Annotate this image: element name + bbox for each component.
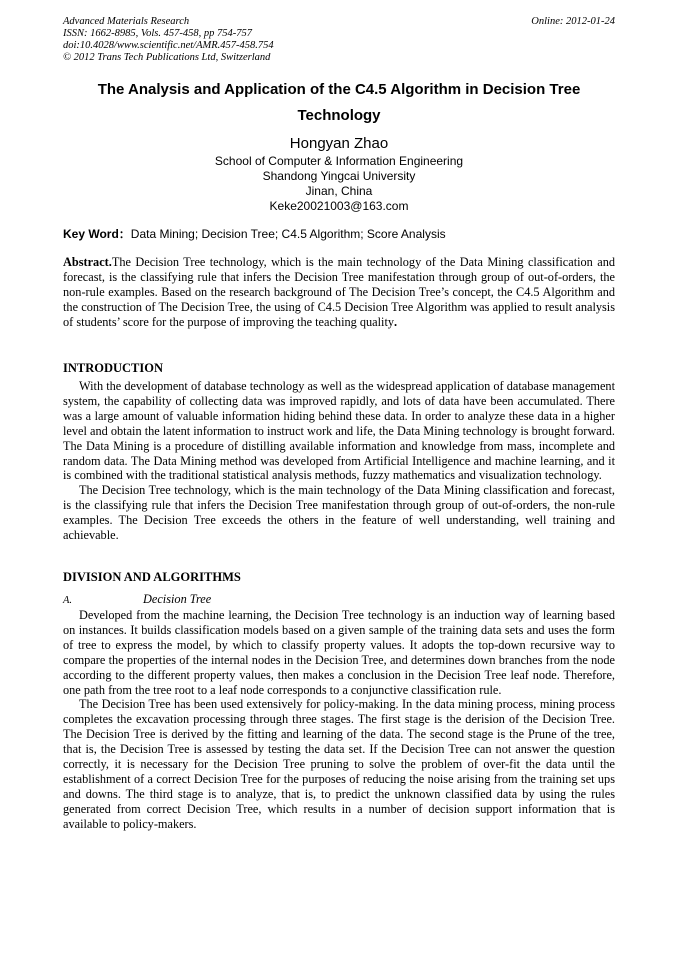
keywords: [63, 227, 615, 242]
abstract-end: .: [394, 314, 398, 329]
introduction-body: [63, 379, 615, 543]
keywords-text: Data Mining; Decision Tree; C4.5 Algorithm; Score Analysis: [130, 227, 446, 241]
division-paragraph: Developed from the machine learning, the Decision Tree technology is an induction way of learning based on instances. It builds classification models based on a given sample of the training data sets and uses the form of tree to express the model, by which to classify property values. It adopts the top-down recursive way to compare the properties of the internal nodes in the Decision Tree, and determines down branches from the node according to the different property values, then makes a conclusion in the Decision Tree leaf node. Therefore, one path from the tree root to a leaf node corresponds to a conjunctive classification rule.: [63, 608, 615, 697]
abstract: [63, 255, 615, 330]
doi-line: doi:10.4028/www.scientific.net/AMR.457-458.754: [63, 40, 274, 51]
subsection-heading: [63, 592, 211, 608]
introduction-heading: INTRODUCTION: [63, 361, 164, 375]
author-email: Keke20021003@163.com: [269, 199, 409, 213]
author-affiliation-school: School of Computer & Information Engineering: [214, 154, 464, 168]
paper-title: The Analysis and Application of the C4.5 Algorithm in Decision Tree Technology: [97, 81, 581, 124]
subsection-title: Decision Tree: [143, 592, 212, 606]
division-heading: DIVISION AND ALGORITHMS: [63, 570, 241, 584]
author-name: Hongyan Zhao: [289, 135, 389, 152]
subsection-number: A.: [63, 595, 73, 606]
author-location: Jinan, China: [305, 184, 373, 198]
introduction-paragraph: The Decision Tree technology, which is the main technology of the Data Mining classification and forecast, is the classifying rule that infers the Decision Tree manifestation through group of out-of-orders, the non-rule examples. The Decision Tree exceeds the others in the feature of well understanding, well training and achievable.: [63, 483, 615, 543]
author-block: [63, 134, 615, 214]
journal-meta: [63, 16, 615, 64]
author-affiliation-university: Shandong Yingcai University: [262, 169, 416, 183]
issn-line: ISSN: 1662-8985, Vols. 457-458, pp 754-757: [63, 28, 252, 39]
abstract-text: The Decision Tree technology, which is the main technology of the Data Mining classification and forecast, is the classifying rule that infers the Decision Tree manifestation through group of out-of-orders, the non-rule examples. Based on the research background of The Decision Tree’s concept, the C4.5 Algorithm and the construction of The Decision Tree, the using of C4.5 Decision Tree Algorithm was applied to result analysis of students’ score for the purpose of improving the teaching quality: [63, 255, 615, 329]
keywords-label: Key Word：: [63, 227, 131, 241]
division-body: [63, 608, 615, 832]
journal-name: Advanced Materials Research: [63, 16, 190, 27]
introduction-paragraph: With the development of database technology as well as the widespread application of database management system, the capability of collecting data was improved rapidly, and lots of data have been accumulated. There was a large amount of valuable information hiding behind these data. In order to analyze these data in a higher level and obtain the latent information to instruct work and life, the Data Mining technology is brought forward. The Data Mining is a procedure of distilling available information and knowledge from mass, incomplete and random data. The Data Mining method was developed from Artificial Intelligence and machine learning, and it is combined with the traditional statistical analysis methods, fuzzy mathematics and visualization technology.: [63, 379, 615, 483]
abstract-label: Abstract.: [63, 255, 112, 269]
online-date: Online: 2012-01-24: [531, 16, 615, 27]
division-paragraph: The Decision Tree has been used extensively for policy-making. In the data mining process, mining process completes the excavation processing through three stages. The first stage is the derision of the Decision Tree. The Decision Tree is derived by the fitting and learning of the data. The second stage is the Prune of the tree, that is, the Decision Tree is assessed by testing the data set. If the Decision Tree can not answer the question correctly, it is necessary for the Decision Tree pruning to solve the problem of over-fit the data until the establishment of a correct Decision Tree for the purposes of reducing the noise arising from the training set ups and downs. The third stage is to analyze, that is, to predict the unknown classified data by using the rules generated from correct Decision Tree, which results in a number of decision support information that is available to policy-makers.: [63, 697, 615, 831]
copyright-line: © 2012 Trans Tech Publications Ltd, Switzerland: [63, 52, 271, 63]
